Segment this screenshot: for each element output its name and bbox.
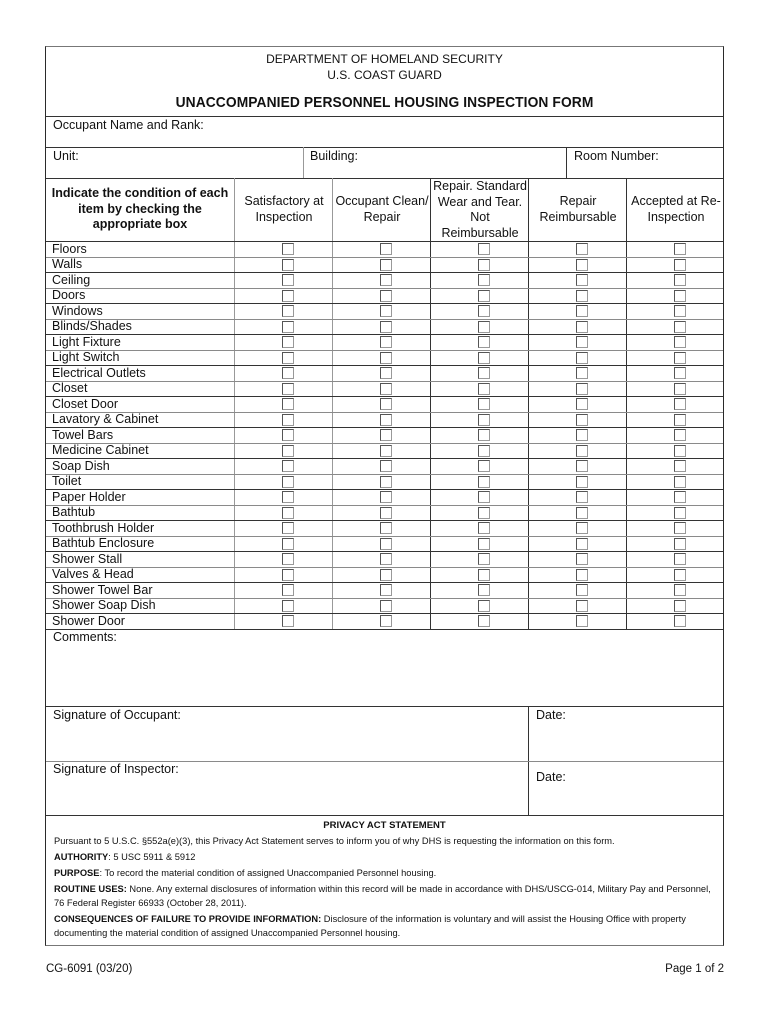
checkbox-repair-reimbursable[interactable]	[576, 615, 588, 627]
building-label: Building:	[310, 149, 358, 163]
privacy-act-heading: PRIVACY ACT STATEMENT	[323, 820, 446, 831]
checkbox-occupant-clean-repair[interactable]	[380, 259, 392, 271]
item-label: Light Fixture	[52, 334, 121, 349]
item-label: Windows	[52, 303, 103, 318]
purpose-text: : To record the material condition of assigned Unaccompanied Personnel housing.	[99, 868, 437, 878]
checkbox-accepted-reinspection[interactable]	[674, 290, 686, 302]
checkbox-satisfactory[interactable]	[282, 429, 294, 441]
privacy-purpose	[54, 867, 715, 881]
item-label: Shower Soap Dish	[52, 598, 156, 613]
item-label: Toilet	[52, 474, 82, 489]
item-label: Floors	[52, 241, 87, 256]
checkbox-satisfactory[interactable]	[282, 538, 294, 550]
checkbox-occupant-clean-repair[interactable]	[380, 553, 392, 565]
item-label: Lavatory & Cabinet	[52, 412, 159, 427]
unit-label: Unit:	[53, 149, 79, 163]
checkbox-occupant-clean-repair[interactable]	[380, 507, 392, 519]
checkbox-accepted-reinspection[interactable]	[674, 600, 686, 612]
checkbox-occupant-clean-repair[interactable]	[380, 538, 392, 550]
item-label: Closet	[52, 381, 88, 396]
checkbox-occupant-clean-repair[interactable]	[380, 476, 392, 488]
row-divider	[46, 381, 723, 382]
occupant-signature-label: Signature of Occupant:	[53, 708, 181, 722]
checkbox-accepted-reinspection[interactable]	[674, 305, 686, 317]
checkbox-occupant-clean-repair[interactable]	[380, 290, 392, 302]
checkbox-occupant-clean-repair[interactable]	[380, 383, 392, 395]
checkbox-accepted-reinspection[interactable]	[674, 538, 686, 550]
checkbox-occupant-clean-repair[interactable]	[380, 305, 392, 317]
building-field[interactable]	[304, 148, 566, 178]
checkbox-accepted-reinspection[interactable]	[674, 615, 686, 627]
unit-field[interactable]	[46, 148, 303, 178]
inspection-form	[45, 46, 724, 946]
checkbox-repair-reimbursable[interactable]	[576, 259, 588, 271]
checkbox-repair-reimbursable[interactable]	[576, 398, 588, 410]
checkbox-repair-reimbursable[interactable]	[576, 336, 588, 348]
checkbox-standard-wear-tear[interactable]	[478, 352, 490, 364]
checkbox-occupant-clean-repair[interactable]	[380, 429, 392, 441]
checkbox-occupant-clean-repair[interactable]	[380, 522, 392, 534]
checkbox-repair-reimbursable[interactable]	[576, 600, 588, 612]
checkbox-standard-wear-tear[interactable]	[478, 398, 490, 410]
checkbox-standard-wear-tear[interactable]	[478, 522, 490, 534]
checkbox-occupant-clean-repair[interactable]	[380, 491, 392, 503]
checkbox-repair-reimbursable[interactable]	[576, 476, 588, 488]
item-label: Doors	[52, 288, 86, 303]
checkbox-standard-wear-tear[interactable]	[478, 460, 490, 472]
checkbox-repair-reimbursable[interactable]	[576, 584, 588, 596]
checkbox-occupant-clean-repair[interactable]	[380, 445, 392, 457]
occupant-signature-field[interactable]	[46, 707, 528, 761]
checkbox-occupant-clean-repair[interactable]	[380, 600, 392, 612]
page-number: Page 1 of 2	[665, 963, 724, 975]
item-label: Medicine Cabinet	[52, 443, 149, 458]
checkbox-accepted-reinspection[interactable]	[674, 367, 686, 379]
checkbox-repair-reimbursable[interactable]	[576, 367, 588, 379]
instruction-header: Indicate the condition of each item by checking the appropriate box	[51, 186, 229, 231]
routine-uses-label: ROUTINE USES:	[54, 884, 127, 894]
checkbox-satisfactory[interactable]	[282, 259, 294, 271]
row-divider	[46, 272, 723, 273]
checkbox-accepted-reinspection[interactable]	[674, 445, 686, 457]
checkbox-standard-wear-tear[interactable]	[478, 600, 490, 612]
column-header-accepted-reinspection: Accepted at Re-Inspection	[631, 194, 721, 224]
row-divider	[46, 303, 723, 304]
checkbox-occupant-clean-repair[interactable]	[380, 352, 392, 364]
checkbox-satisfactory[interactable]	[282, 553, 294, 565]
checkbox-occupant-clean-repair[interactable]	[380, 584, 392, 596]
checkbox-standard-wear-tear[interactable]	[478, 336, 490, 348]
checkbox-standard-wear-tear[interactable]	[478, 491, 490, 503]
inspection-items-table	[46, 241, 723, 629]
inspector-signature-label: Signature of Inspector:	[53, 762, 179, 776]
column-header-satisfactory: Satisfactory at Inspection	[244, 194, 324, 224]
checkbox-accepted-reinspection[interactable]	[674, 352, 686, 364]
occupant-name-rank-label: Occupant Name and Rank:	[53, 118, 204, 132]
checkbox-accepted-reinspection[interactable]	[674, 243, 686, 255]
row-divider	[46, 365, 723, 366]
checkbox-repair-reimbursable[interactable]	[576, 569, 588, 581]
checkbox-occupant-clean-repair[interactable]	[380, 414, 392, 426]
checkbox-satisfactory[interactable]	[282, 584, 294, 596]
checkbox-occupant-clean-repair[interactable]	[380, 321, 392, 333]
checkbox-standard-wear-tear[interactable]	[478, 538, 490, 550]
checkbox-repair-reimbursable[interactable]	[576, 460, 588, 472]
checkbox-satisfactory[interactable]	[282, 445, 294, 457]
item-label: Ceiling	[52, 272, 91, 287]
item-label: Electrical Outlets	[52, 365, 146, 380]
item-label: Paper Holder	[52, 489, 126, 504]
department-name: DEPARTMENT OF HOMELAND SECURITY	[266, 52, 503, 66]
checkbox-accepted-reinspection[interactable]	[674, 398, 686, 410]
checkbox-repair-reimbursable[interactable]	[576, 507, 588, 519]
checkbox-accepted-reinspection[interactable]	[674, 476, 686, 488]
checkbox-accepted-reinspection[interactable]	[674, 553, 686, 565]
item-label: Shower Stall	[52, 551, 123, 566]
routine-uses-text: None. Any external disclosures of information within this record will be made in accordance with DHS/USCG-014, Military Pay and Personnel, 76 Federal Register 66933 (October 28, 2011).	[54, 884, 711, 908]
checkbox-accepted-reinspection[interactable]	[674, 569, 686, 581]
checkbox-standard-wear-tear[interactable]	[478, 476, 490, 488]
checkbox-satisfactory[interactable]	[282, 367, 294, 379]
divider	[46, 178, 723, 179]
room-number-field[interactable]	[567, 148, 723, 178]
checkbox-satisfactory[interactable]	[282, 305, 294, 317]
occupant-date-field[interactable]	[529, 707, 723, 761]
checkbox-repair-reimbursable[interactable]	[576, 538, 588, 550]
checkbox-accepted-reinspection[interactable]	[674, 259, 686, 271]
inspector-date-label: Date:	[536, 770, 566, 784]
privacy-intro: Pursuant to 5 U.S.C. §552a(e)(3), this Privacy Act Statement serves to inform you of why DHS is requesting the information on this form.	[54, 836, 615, 846]
checkbox-satisfactory[interactable]	[282, 290, 294, 302]
checkbox-accepted-reinspection[interactable]	[674, 507, 686, 519]
item-label: Valves & Head	[52, 567, 134, 582]
inspector-date-field[interactable]	[529, 762, 723, 815]
inspector-signature-field[interactable]	[46, 762, 528, 815]
comments-label: Comments:	[53, 630, 117, 644]
checkbox-repair-reimbursable[interactable]	[576, 383, 588, 395]
item-label: Light Switch	[52, 350, 120, 365]
checkbox-standard-wear-tear[interactable]	[478, 414, 490, 426]
form-number: CG-6091 (03/20)	[46, 963, 133, 975]
checkbox-occupant-clean-repair[interactable]	[380, 274, 392, 286]
checkbox-accepted-reinspection[interactable]	[674, 522, 686, 534]
row-divider	[46, 396, 723, 397]
checkbox-standard-wear-tear[interactable]	[478, 321, 490, 333]
column-header-occupant-clean-repair: Occupant Clean/ Repair	[335, 194, 429, 224]
row-divider	[46, 551, 723, 552]
checkbox-occupant-clean-repair[interactable]	[380, 460, 392, 472]
row-divider	[46, 474, 723, 475]
authority-label: AUTHORITY	[54, 852, 109, 862]
checkbox-satisfactory[interactable]	[282, 352, 294, 364]
item-label: Bathtub Enclosure	[52, 536, 155, 551]
item-label: Bathtub	[52, 505, 96, 520]
checkbox-occupant-clean-repair[interactable]	[380, 243, 392, 255]
checkbox-occupant-clean-repair[interactable]	[380, 367, 392, 379]
privacy-consequences	[54, 913, 715, 940]
consequences-text: Disclosure of the information is voluntary and will assist the Housing Office with property documenting the material condition of assigned Unaccompanied Personnel housing.	[54, 914, 686, 938]
form-header	[46, 51, 723, 83]
checkbox-accepted-reinspection[interactable]	[674, 414, 686, 426]
checkbox-accepted-reinspection[interactable]	[674, 429, 686, 441]
checkbox-standard-wear-tear[interactable]	[478, 429, 490, 441]
row-divider	[46, 567, 723, 568]
column-header-repair-reimbursable: Repair Reimbursable	[539, 194, 617, 224]
checkbox-satisfactory[interactable]	[282, 383, 294, 395]
item-label: Shower Towel Bar	[52, 582, 153, 597]
item-label: Walls	[52, 257, 83, 272]
checkbox-repair-reimbursable[interactable]	[576, 414, 588, 426]
room-number-label: Room Number:	[574, 149, 659, 163]
form-title: UNACCOMPANIED PERSONNEL HOUSING INSPECTION FORM	[175, 94, 594, 111]
checkbox-satisfactory[interactable]	[282, 243, 294, 255]
item-label: Shower Door	[52, 613, 125, 628]
row-divider	[46, 489, 723, 490]
checkbox-standard-wear-tear[interactable]	[478, 367, 490, 379]
row-divider	[46, 505, 723, 506]
item-label: Towel Bars	[52, 427, 114, 442]
checkbox-repair-reimbursable[interactable]	[576, 445, 588, 457]
checkbox-satisfactory[interactable]	[282, 615, 294, 627]
checkbox-repair-reimbursable[interactable]	[576, 321, 588, 333]
occupant-name-rank-field[interactable]	[46, 117, 723, 147]
consequences-label: CONSEQUENCES OF FAILURE TO PROVIDE INFORMATION:	[54, 914, 322, 924]
checkbox-standard-wear-tear[interactable]	[478, 507, 490, 519]
checkbox-repair-reimbursable[interactable]	[576, 352, 588, 364]
checkbox-satisfactory[interactable]	[282, 321, 294, 333]
checkbox-accepted-reinspection[interactable]	[674, 274, 686, 286]
checkbox-occupant-clean-repair[interactable]	[380, 615, 392, 627]
checkbox-satisfactory[interactable]	[282, 414, 294, 426]
checkbox-satisfactory[interactable]	[282, 460, 294, 472]
authority-text: : 5 USC 5911 & 5912	[108, 852, 196, 862]
checkbox-satisfactory[interactable]	[282, 600, 294, 612]
checkbox-repair-reimbursable[interactable]	[576, 274, 588, 286]
privacy-authority	[54, 851, 715, 865]
checkbox-satisfactory[interactable]	[282, 522, 294, 534]
column-header-standard-wear-tear: Repair. Standard Wear and Tear. Not Reimbursable	[433, 179, 527, 240]
divider	[46, 629, 723, 630]
checkbox-satisfactory[interactable]	[282, 507, 294, 519]
row-divider	[46, 427, 723, 428]
checkbox-accepted-reinspection[interactable]	[674, 491, 686, 503]
checkbox-standard-wear-tear[interactable]	[478, 615, 490, 627]
checkbox-accepted-reinspection[interactable]	[674, 336, 686, 348]
checkbox-repair-reimbursable[interactable]	[576, 290, 588, 302]
row-divider	[46, 458, 723, 459]
checkbox-standard-wear-tear[interactable]	[478, 274, 490, 286]
checkbox-satisfactory[interactable]	[282, 491, 294, 503]
item-label: Toothbrush Holder	[52, 520, 155, 535]
item-label: Soap Dish	[52, 458, 110, 473]
checkbox-accepted-reinspection[interactable]	[674, 584, 686, 596]
checkbox-occupant-clean-repair[interactable]	[380, 336, 392, 348]
checkbox-occupant-clean-repair[interactable]	[380, 569, 392, 581]
checkbox-accepted-reinspection[interactable]	[674, 460, 686, 472]
row-divider	[46, 334, 723, 335]
privacy-routine-uses	[54, 883, 715, 910]
row-divider	[46, 350, 723, 351]
checkbox-repair-reimbursable[interactable]	[576, 491, 588, 503]
checkbox-standard-wear-tear[interactable]	[478, 584, 490, 596]
checkbox-standard-wear-tear[interactable]	[478, 445, 490, 457]
checkbox-repair-reimbursable[interactable]	[576, 553, 588, 565]
checkbox-standard-wear-tear[interactable]	[478, 305, 490, 317]
checkbox-satisfactory[interactable]	[282, 569, 294, 581]
checkbox-accepted-reinspection[interactable]	[674, 383, 686, 395]
agency-name: U.S. COAST GUARD	[327, 68, 442, 82]
checkbox-satisfactory[interactable]	[282, 476, 294, 488]
checkbox-occupant-clean-repair[interactable]	[380, 398, 392, 410]
checkbox-standard-wear-tear[interactable]	[478, 243, 490, 255]
checkbox-satisfactory[interactable]	[282, 398, 294, 410]
row-divider	[46, 613, 723, 614]
item-label: Blinds/Shades	[52, 319, 132, 334]
checkbox-repair-reimbursable[interactable]	[576, 305, 588, 317]
checkbox-repair-reimbursable[interactable]	[576, 243, 588, 255]
row-divider	[46, 319, 723, 320]
checkbox-standard-wear-tear[interactable]	[478, 383, 490, 395]
checkbox-repair-reimbursable[interactable]	[576, 522, 588, 534]
checkbox-satisfactory[interactable]	[282, 336, 294, 348]
item-label: Closet Door	[52, 396, 118, 411]
checkbox-standard-wear-tear[interactable]	[478, 290, 490, 302]
occupant-date-label: Date:	[536, 708, 566, 722]
checkbox-standard-wear-tear[interactable]	[478, 259, 490, 271]
row-divider	[46, 288, 723, 289]
checkbox-satisfactory[interactable]	[282, 274, 294, 286]
divider	[46, 815, 723, 816]
row-divider	[46, 257, 723, 258]
checkbox-standard-wear-tear[interactable]	[478, 553, 490, 565]
comments-field[interactable]	[46, 645, 723, 706]
checkbox-accepted-reinspection[interactable]	[674, 321, 686, 333]
checkbox-repair-reimbursable[interactable]	[576, 429, 588, 441]
purpose-label: PURPOSE	[54, 868, 100, 878]
checkbox-standard-wear-tear[interactable]	[478, 569, 490, 581]
